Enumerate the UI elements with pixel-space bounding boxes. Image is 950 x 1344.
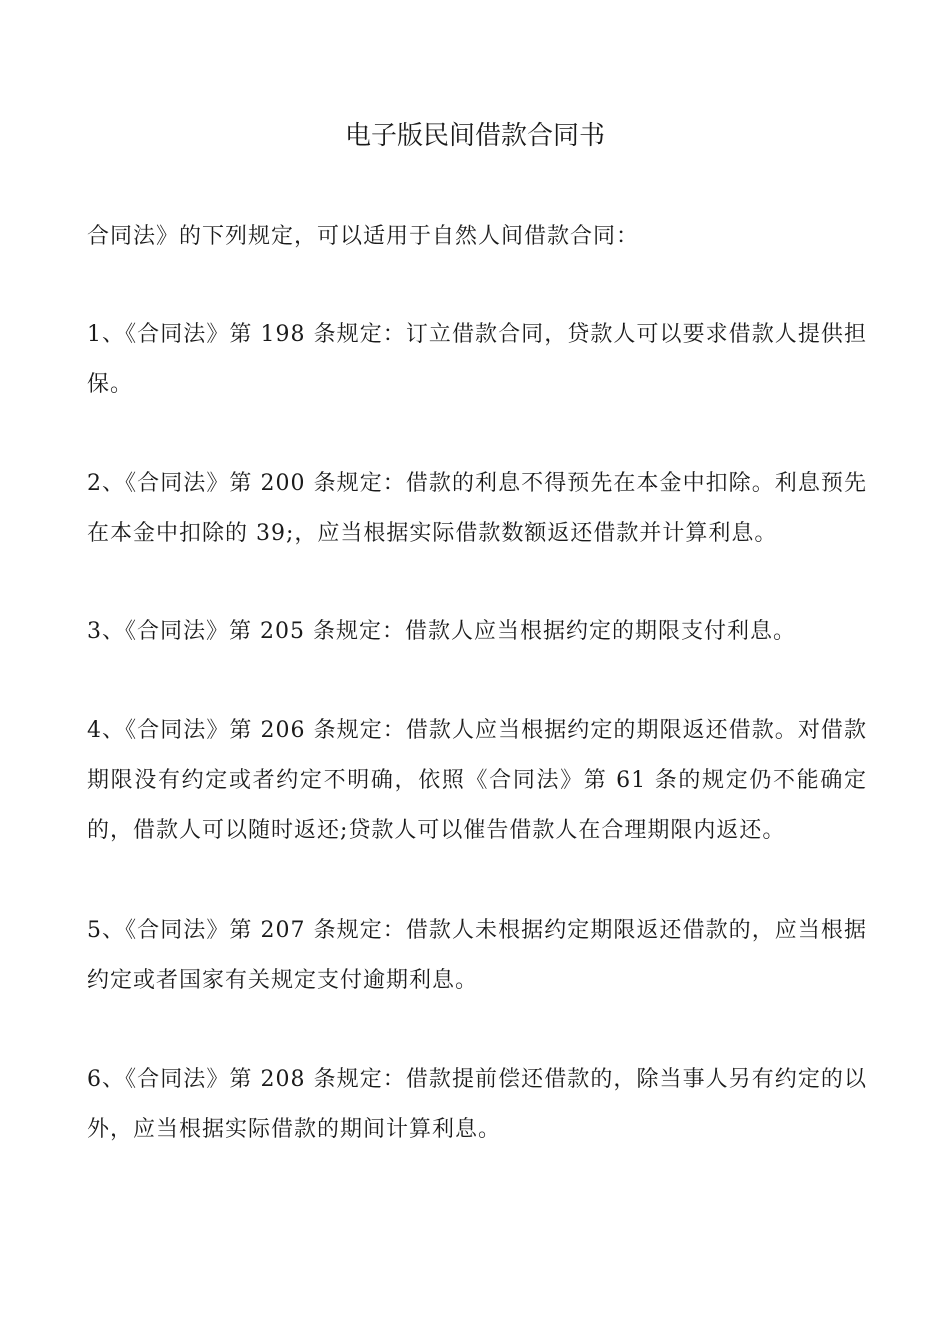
- clause-1: 1、《合同法》第 198 条规定：订立借款合同，贷款人可以要求借款人提供担保。: [87, 322, 867, 397]
- clause-4: 4、《合同法》第 206 条规定：借款人应当根据约定的期限返还借款。对借款期限没有约定或者约定不明确，依照《合同法》第 61 条的规定仍不能确定的，借款人可以随时返还;贷款人可以催告借款人在合理期限内返还。: [87, 718, 867, 843]
- clause-5: 5、《合同法》第 207 条规定：借款人未根据约定期限返还借款的，应当根据约定或者国家有关规定支付逾期利息。: [87, 918, 867, 993]
- clause-3: 3、《合同法》第 205 条规定：借款人应当根据约定的期限支付利息。: [87, 619, 796, 644]
- intro-paragraph: 合同法》的下列规定，可以适用于自然人间借款合同：: [87, 224, 640, 249]
- clause-6: 6、《合同法》第 208 条规定：借款提前偿还借款的，除当事人另有约定的以外，应当根据实际借款的期间计算利息。: [87, 1067, 867, 1142]
- clause-2: 2、《合同法》第 200 条规定：借款的利息不得预先在本金中扣除。利息预先在本金中扣除的 39;，应当根据实际借款数额返还借款并计算利息。: [87, 471, 867, 546]
- document-title: 电子版民间借款合同书: [344, 121, 605, 151]
